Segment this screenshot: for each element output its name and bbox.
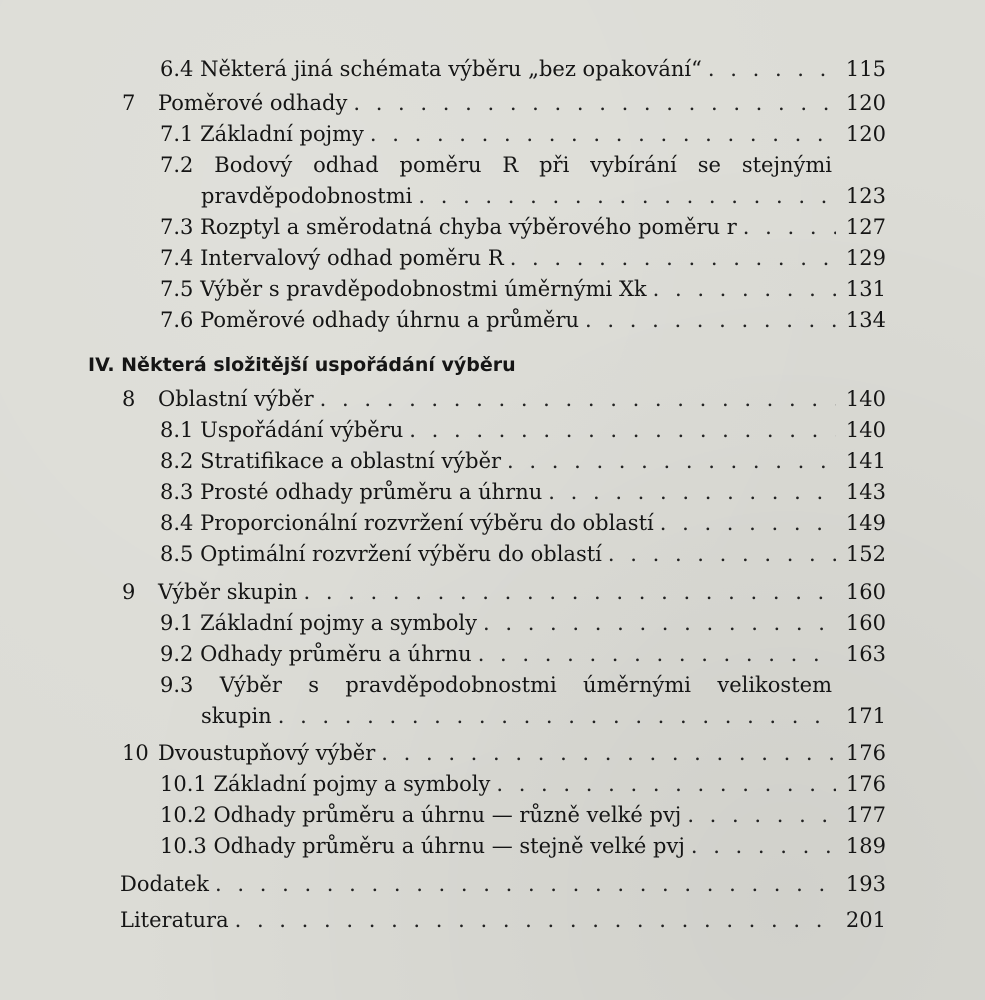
toc-entry-7 <box>122 90 886 116</box>
toc-entry-title: 8.5 Optimální rozvržení výběru do oblastí <box>160 542 602 566</box>
toc-entry-title: skupin <box>201 704 272 728</box>
dot-leader <box>585 307 836 333</box>
toc-entry-title: 7.2 Bodový odhad poměru R při vybírání se stejnými <box>160 153 832 177</box>
toc-entry-title: 9.1 Základní pojmy a symboly <box>160 611 477 635</box>
dot-leader <box>215 871 836 897</box>
toc-entry-literatura <box>120 907 886 933</box>
toc-entry-8 <box>122 386 886 412</box>
toc-entry-title: 8.4 Proporcionální rozvržení výběru do oblastí <box>160 511 654 535</box>
toc-page-number: 163 <box>845 642 886 666</box>
dot-leader <box>353 90 836 116</box>
toc-entry-7-3 <box>160 214 886 240</box>
dot-leader <box>409 417 836 443</box>
toc-entry-9-1 <box>160 610 886 636</box>
part-heading: IV. Některá složitější uspořádání výběru <box>88 354 516 376</box>
toc-entry-7-2-line1 <box>160 152 832 178</box>
dot-leader <box>708 56 836 82</box>
toc-entry-title: 10.1 Základní pojmy a symboly <box>160 772 491 796</box>
dot-leader <box>483 610 836 636</box>
dot-leader <box>235 907 836 933</box>
toc-page-number: 189 <box>845 834 886 858</box>
dot-leader <box>691 833 836 859</box>
toc-entry-title: 6.4 Některá jiná schémata výběru „bez opakování“ <box>160 57 702 81</box>
toc-entry-title: 10.3 Odhady průměru a úhrnu — stejně velké pvj <box>160 834 685 858</box>
toc-entry-title: 8.3 Prosté odhady průměru a úhrnu <box>160 480 543 504</box>
toc-entry-dodatek <box>120 871 886 897</box>
toc-page-number: 131 <box>845 277 886 301</box>
toc-page-number: 115 <box>845 57 886 81</box>
toc-entry-9-3 <box>201 703 886 729</box>
toc-entry-8-1 <box>160 417 886 443</box>
toc-entry-title: 7.6 Poměrové odhady úhrnu a průměru <box>160 308 580 332</box>
toc-page-number: 140 <box>845 387 886 411</box>
toc-entry-7-4 <box>160 245 886 271</box>
dot-leader <box>743 214 836 240</box>
toc-page-number: 152 <box>845 542 886 566</box>
toc-entry-7-6 <box>160 307 886 333</box>
dot-leader <box>381 740 836 766</box>
toc-page-number: 201 <box>845 908 886 932</box>
toc-page-number: 120 <box>845 122 886 146</box>
toc-page-number: 129 <box>845 246 886 270</box>
toc-entry-title: 7.5 Výběr s pravděpodobnostmi úměrnými Xk <box>160 277 647 301</box>
dot-leader <box>303 579 836 605</box>
dot-leader <box>278 703 836 729</box>
toc-entry-title: 7.1 Základní pojmy <box>160 122 364 146</box>
toc-entry-title: 7 Poměrové odhady <box>122 91 348 115</box>
toc-page-number: 141 <box>845 449 886 473</box>
dot-leader <box>496 771 836 797</box>
toc-page-number: 123 <box>845 184 886 208</box>
toc-entry-9 <box>122 579 886 605</box>
toc-page-number: 120 <box>845 91 886 115</box>
dot-leader <box>653 276 836 302</box>
toc-entry-9-2 <box>160 641 886 667</box>
toc-entry-7-2 <box>201 183 886 209</box>
toc-page-number: 160 <box>845 611 886 635</box>
toc-page-number: 149 <box>845 511 886 535</box>
toc-page-number: 176 <box>845 741 886 765</box>
toc-entry-title: 9.2 Odhady průměru a úhrnu <box>160 642 472 666</box>
toc-page-number: 134 <box>845 308 886 332</box>
toc-page-number: 160 <box>845 580 886 604</box>
toc-entry-6-4 <box>160 56 886 82</box>
toc-entry-title: 7.4 Intervalový odhad poměru R <box>160 246 504 270</box>
toc-entry-10-1 <box>160 771 886 797</box>
toc-entry-title: Dodatek <box>120 872 210 896</box>
dot-leader <box>370 121 836 147</box>
toc-entry-title: Literatura <box>120 908 229 932</box>
dot-leader <box>418 183 836 209</box>
dot-leader <box>320 386 836 412</box>
toc-entry-8-5 <box>160 541 886 567</box>
toc-entry-title: 9.3 Výběr s pravděpodobnostmi úměrnými velikostem <box>160 673 832 697</box>
toc-page-number: 176 <box>845 772 886 796</box>
toc-page-number: 143 <box>845 480 886 504</box>
toc-entry-7-1 <box>160 121 886 147</box>
dot-leader <box>478 641 836 667</box>
dot-leader <box>510 245 836 271</box>
toc-entry-title: 7.3 Rozptyl a směrodatná chyba výběrového poměru r <box>160 215 737 239</box>
toc-page-number: 171 <box>845 704 886 728</box>
toc-entry-10 <box>122 740 886 766</box>
dot-leader <box>507 448 836 474</box>
toc-page-number: 177 <box>845 803 886 827</box>
toc-entry-10-2 <box>160 802 886 828</box>
toc-entry-title: 8.2 Stratifikace a oblastní výběr <box>160 449 502 473</box>
dot-leader <box>687 802 836 828</box>
toc-entry-title: 10.2 Odhady průměru a úhrnu — různě velké pvj <box>160 803 682 827</box>
dot-leader <box>548 479 836 505</box>
toc-entry-8-2 <box>160 448 886 474</box>
toc-page-number: 193 <box>845 872 886 896</box>
toc-page-number: 140 <box>845 418 886 442</box>
toc-entry-title: 10 Dvoustupňový výběr <box>122 741 376 765</box>
dot-leader <box>660 510 836 536</box>
toc-entry-9-3-line1 <box>160 672 832 698</box>
toc-entry-8-3 <box>160 479 886 505</box>
toc-entry-title: 8 Oblastní výběr <box>122 387 314 411</box>
toc-entry-title: 9 Výběr skupin <box>122 580 298 604</box>
toc-entry-8-4 <box>160 510 886 536</box>
toc-entry-title: pravděpodobnostmi <box>201 184 413 208</box>
toc-entry-10-3 <box>160 833 886 859</box>
toc-entry-title: 8.1 Uspořádání výběru <box>160 418 404 442</box>
toc-entry-7-5 <box>160 276 886 302</box>
toc-page-number: 127 <box>845 215 886 239</box>
dot-leader <box>608 541 836 567</box>
